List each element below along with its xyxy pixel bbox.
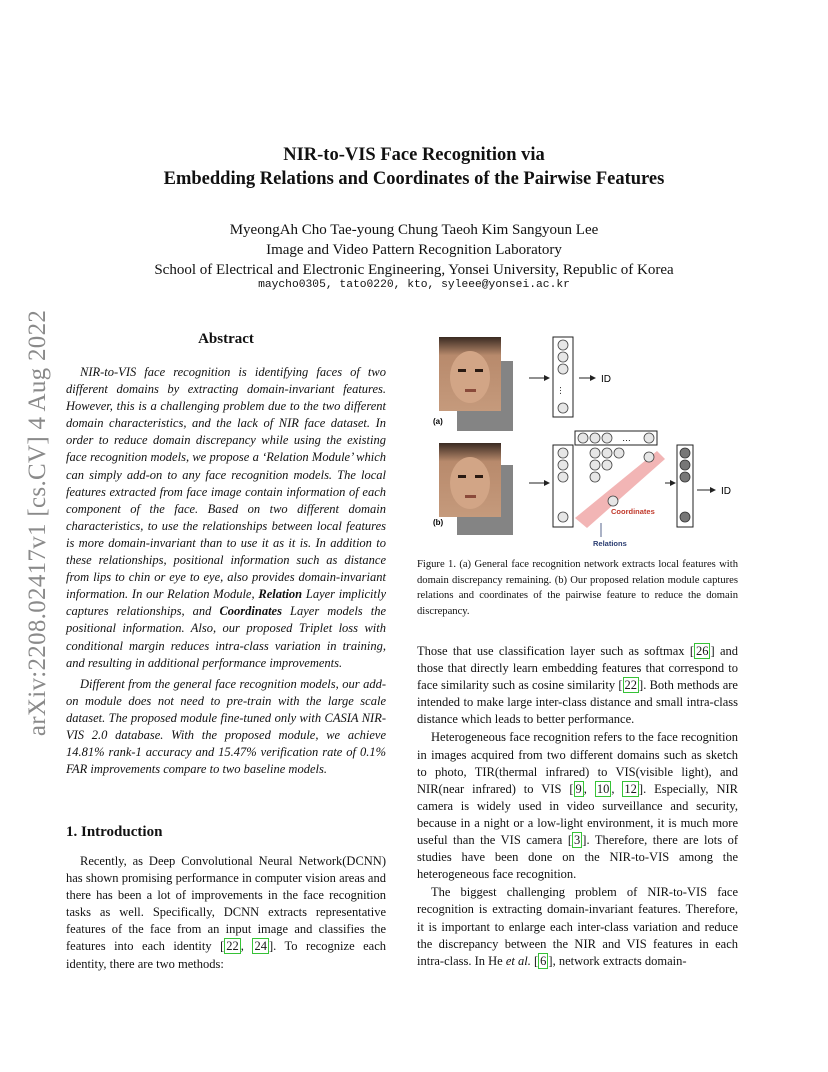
author-names: MyeongAh Cho Tae-young Chung Taeoh Kim Sangyoun Lee — [229, 222, 599, 238]
abstract-paragraph-2: Different from the general face recognition models, our add-on module does not need to pre-train with the large scale dataset. The proposed module fine-tuned only with CASIA NIR-VIS 2.0 database. With the proposed module, we achieve 14.81% rank-1 accuracy and 15.47% verification rate of 0.1% FAR improvements compare to two baseline models. — [66, 676, 386, 777]
title-line-1: NIR-to-VIS Face Recognition via — [283, 145, 545, 165]
abstract-heading: Abstract — [198, 331, 254, 347]
right-paragraph-1: Those that use classification layer such as softmax [ 26 ] and those that directly learn embedding features that correspond to face similarity such as cosine similarity [ 22 ]. Both methods are intended to make large inter-class distance and small intra-class distance which leads to better performance. — [417, 644, 738, 727]
paper-title — [0, 143, 828, 191]
coordinates-term: Coordinates — [219, 604, 282, 619]
lab-name: Image and Video Pattern Recognition Laboratory — [266, 242, 562, 258]
coordinates-label: Coordinates — [611, 507, 655, 516]
citation-link[interactable]: 3 — [574, 833, 581, 848]
face-image-vis-a — [439, 337, 501, 411]
author-emails: maycho0305, tato0220, kto, syleee@yonsei.ac.kr — [258, 279, 570, 291]
introduction-heading: 1. Introduction — [66, 824, 163, 840]
abstract-body — [66, 364, 386, 778]
id-label-a: ID — [601, 374, 611, 385]
intro-paragraph-1: Recently, as Deep Convolutional Neural Network(DCNN) has shown promising performance in computer vision areas and there has been a lot of improvements in the face recognition tasks as well. Specifically, DCNN extracts representative features of the face from an input image and classifies the features into each identity [ 22 , 24 ]. To recognize each identity, there are two methods: — [66, 854, 387, 971]
citation-link[interactable]: 6 — [540, 953, 547, 968]
ellipsis-a: … — [558, 386, 568, 395]
citation-link[interactable]: 24 — [254, 939, 267, 954]
citation-link[interactable]: 12 — [624, 781, 637, 796]
ellipsis-row: … — [622, 433, 631, 443]
citation-link[interactable]: 22 — [624, 678, 638, 693]
citation-link[interactable]: 9 — [575, 781, 582, 796]
citation-link[interactable]: 22 — [226, 939, 239, 954]
right-paragraph-3: The biggest challenging problem of NIR-to-VIS face recognition is extracting domain-invariant features. Therefore, it is important to enlarge each inter-class variation and reduce the discrepancy between the NIR and VIS features in each intra-class. In He et al. [ 6 ], network extracts domain- — [417, 885, 738, 968]
citation-link[interactable]: 10 — [596, 781, 610, 796]
right-paragraph-2: Heterogeneous face recognition refers to the face recognition in images acquired from two different domains such as sketch to photo, TIR(thermal infrared) to VIS(visible light), and NIR(near infrared) to VIS [ 9 , 10 , 12 ]. Especially, NIR camera is widely used in video surveillance and security, because in a night or a low-light environment, it is much more useful than the VIS camera [ 3 ]. Therefore, there are lots of studies have been done on the NIR-to-VIS among the heterogeneous face recognition. — [417, 730, 739, 882]
id-label-b: ID — [721, 486, 731, 497]
relation-term: Relation — [258, 587, 303, 602]
school-name: School of Electrical and Electronic Engineering, Yonsei University, Republic of Korea — [154, 262, 674, 278]
author-block — [0, 220, 828, 280]
figure-label-a: (a) — [433, 417, 443, 426]
face-image-vis-b — [439, 443, 501, 517]
relations-band — [575, 451, 665, 528]
title-line-2: Embedding Relations and Coordinates of the Pairwise Features — [163, 169, 665, 189]
citation-link[interactable]: 26 — [695, 644, 709, 658]
figure-1-diagram — [425, 333, 745, 553]
introduction-body — [66, 853, 386, 973]
relations-label: Relations — [593, 539, 627, 548]
figure-1-caption: Figure 1. (a) General face recognition network extracts local features with domain discrepancy remaining. (b) Our proposed relation module captures relations and coordinates of the pairwise feature to reduce the domain discrepancy. — [417, 559, 738, 617]
arxiv-side-label: arXiv:2208.02417v1 [cs.CV] 4 Aug 2022 — [24, 309, 51, 737]
right-column-body — [417, 643, 738, 970]
figure-label-b: (b) — [433, 518, 444, 527]
abstract-paragraph-1: NIR-to-VIS face recognition is identifying faces of two different domains by extracting domain-invariant features. However, this is a challenging problem due to the two different domain characteristics, and the lack of NIR face dataset. In order to reduce domain discrepancy while using the existing face recognition models, we propose a ‘Relation Module’ which can simply add-on to any face recognition models. The local features extracted from face image contain information of each component of the face. Based on two different domain characteristics, to use the relationships between local features is more domain-invariant than to use it as it is. In addition to these relationships, positional information such as distance from lips to chin or eye to eye, also provides domain-invariant information. In our Relation Module, Relation Layer implicitly captures relationships, and Coordinates Layer models the positional information. Also, our proposed Triplet loss with conditional margin reduces intra-class variation in training, and resulting in additional performance improvements. — [66, 365, 386, 670]
